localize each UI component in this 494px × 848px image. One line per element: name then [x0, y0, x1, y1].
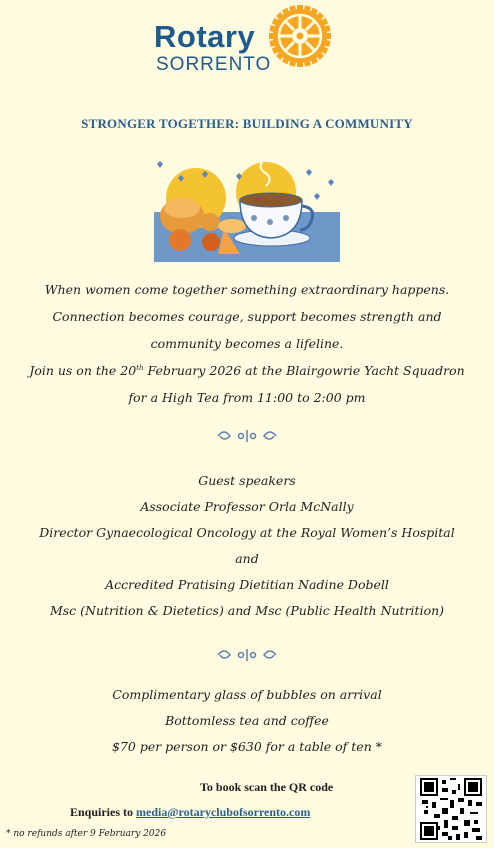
- speaker-1-role: Director Gynaecological Oncology at the Royal Women’s Hospital: [39, 525, 455, 540]
- event-date-pre: Join us on the 20: [29, 363, 137, 378]
- qr-code[interactable]: [415, 775, 487, 843]
- event-time-line: for a High Tea from 11:00 to 2:00 pm: [128, 390, 366, 405]
- ornament-divider-2: [214, 645, 280, 665]
- event-date-sup: th: [136, 363, 144, 372]
- qr-instruction: To book scan the QR code: [200, 780, 334, 794]
- event-date-post: February 2026 at the Blairgowrie Yacht Squadron: [143, 363, 465, 378]
- intro-line-3: community becomes a lifeline.: [150, 336, 344, 351]
- intro-line-2: Connection becomes courage, support becomes strength and: [52, 309, 442, 324]
- logo-club-name: SORRENTO: [156, 54, 272, 75]
- rotary-wheel-icon: [268, 4, 332, 68]
- speaker-2-role: Msc (Nutrition & Dietetics) and Msc (Public Health Nutrition): [49, 603, 445, 618]
- offer-price: $70 per person or $630 for a table of ten *: [112, 739, 382, 754]
- enquiries-line: [70, 805, 310, 820]
- speakers-heading: Guest speakers: [198, 473, 296, 488]
- ornament-divider-1: [214, 426, 280, 446]
- enquiries-label: Enquiries to: [70, 805, 134, 819]
- speaker-1-name: Associate Professor Orla McNally: [140, 499, 354, 514]
- enquiries-email-link[interactable]: media@rotaryclubofsorrento.com: [136, 805, 311, 819]
- high-tea-illustration: [154, 156, 340, 262]
- refund-footnote: * no refunds after 9 February 2026: [6, 829, 167, 839]
- offer-bubbles: Complimentary glass of bubbles on arrival: [112, 687, 382, 702]
- page-title: STRONGER TOGETHER: BUILDING A COMMUNITY: [81, 116, 413, 131]
- speakers-and: and: [235, 551, 259, 566]
- logo-word: Rotary: [154, 19, 256, 54]
- intro-line-1: When women come together something extraordinary happens.: [44, 282, 450, 297]
- speaker-2-name: Accredited Pratising Dietitian Nadine Dobell: [105, 577, 389, 592]
- event-date-line: [0, 363, 494, 378]
- offer-tea-coffee: Bottomless tea and coffee: [165, 713, 329, 728]
- rotary-logo: [154, 20, 271, 76]
